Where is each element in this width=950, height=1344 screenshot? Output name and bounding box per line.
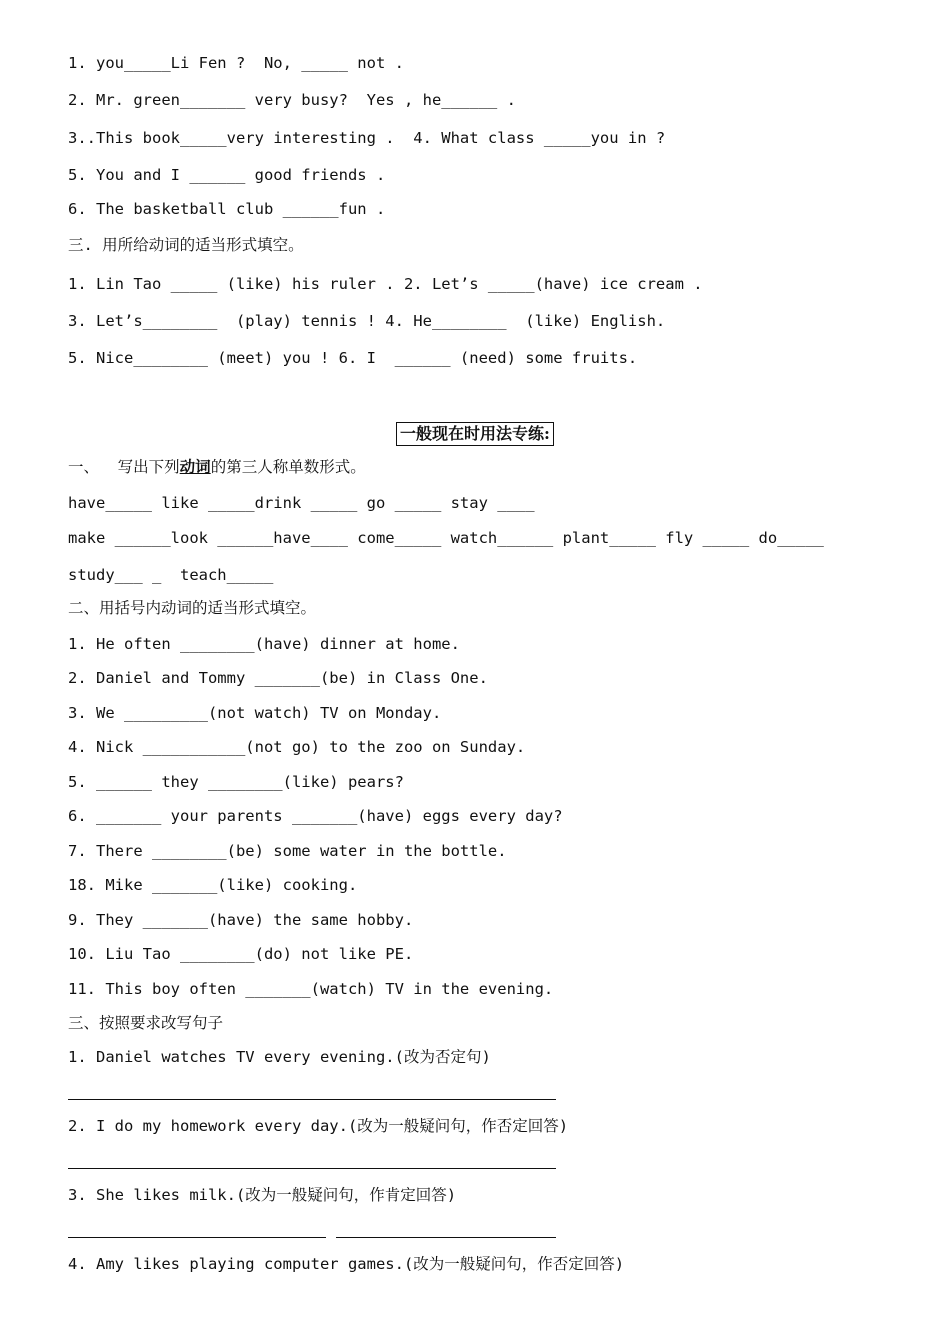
exercise-line: 5. You and I ______ good friends .	[68, 166, 386, 184]
part1-title	[68, 457, 366, 477]
exercise-line: 2. Daniel and Tommy _______(be) in Class One.	[68, 669, 488, 687]
verb-line: have_____ like _____drink _____ go _____ stay ____	[68, 494, 535, 512]
answer-line	[68, 1237, 326, 1238]
rewrite-item: 1. Daniel watches TV every evening.(改为否定句)	[68, 1048, 491, 1066]
exercise-line: 1. you_____Li Fen ? No, _____ not .	[68, 54, 404, 72]
exercise-line: 7. There ________(be) some water in the bottle.	[68, 842, 507, 860]
answer-line	[336, 1237, 556, 1238]
exercise-line: 3. We _________(not watch) TV on Monday.	[68, 704, 442, 722]
rewrite-item: 4. Amy likes playing computer games.(改为一般疑问句，作否定回答)	[68, 1255, 625, 1273]
exercise-line: 11. This boy often _______(watch) TV in the evening.	[68, 980, 554, 998]
exercise-line: 10. Liu Tao ________(do) not like PE.	[68, 945, 414, 963]
exercise-line: 18. Mike _______(like) cooking.	[68, 876, 358, 894]
exercise-line: 9. They _______(have) the same hobby.	[68, 911, 414, 929]
rewrite-item: 3. She likes milk.(改为一般疑问句，作肯定回答)	[68, 1186, 457, 1204]
part1-bold-word: 动词	[179, 458, 211, 476]
exercise-line: 4. Nick ___________(not go) to the zoo on Sunday.	[68, 738, 526, 756]
answer-line	[68, 1099, 556, 1100]
verb-line: study___ _ teach_____	[68, 566, 274, 584]
part1-prefix: 一、 写出下列	[68, 458, 180, 476]
practice-title	[0, 422, 950, 446]
verb-line: make ______look ______have____ come_____ watch______ plant_____ fly _____ do_____	[68, 529, 824, 547]
part3-title: 三、按照要求改写句子	[68, 1014, 224, 1032]
answer-line	[68, 1168, 556, 1169]
exercise-line: 1. Lin Tao _____ (like) his ruler . 2. Let’s _____(have) ice cream .	[68, 275, 703, 293]
exercise-line: 6. _______ your parents _______(have) eggs every day?	[68, 807, 563, 825]
part2-title: 二、用括号内动词的适当形式填空。	[68, 599, 317, 617]
exercise-line: 2. Mr. green_______ very busy? Yes , he______ .	[68, 91, 516, 109]
rewrite-item: 2. I do my homework every day.(改为一般疑问句，作否定回答)	[68, 1117, 569, 1135]
exercise-line: 3. Let’s________ (play) tennis ! 4. He________ (like) English.	[68, 312, 666, 330]
exercise-line: 5. ______ they ________(like) pears?	[68, 773, 404, 791]
part1-suffix: 的第三人称单数形式。	[210, 458, 366, 476]
practice-title-box: 一般现在时用法专练:	[396, 422, 554, 446]
exercise-line: 1. He often ________(have) dinner at home.	[68, 635, 460, 653]
exercise-line: 6. The basketball club ______fun .	[68, 200, 386, 218]
exercise-line: 3..This book_____very interesting . 4. What class _____you in ?	[68, 129, 666, 147]
section-title: 三. 用所给动词的适当形式填空。	[68, 236, 304, 254]
exercise-line: 5. Nice________ (meet) you ! 6. I ______ (need) some fruits.	[68, 349, 638, 367]
